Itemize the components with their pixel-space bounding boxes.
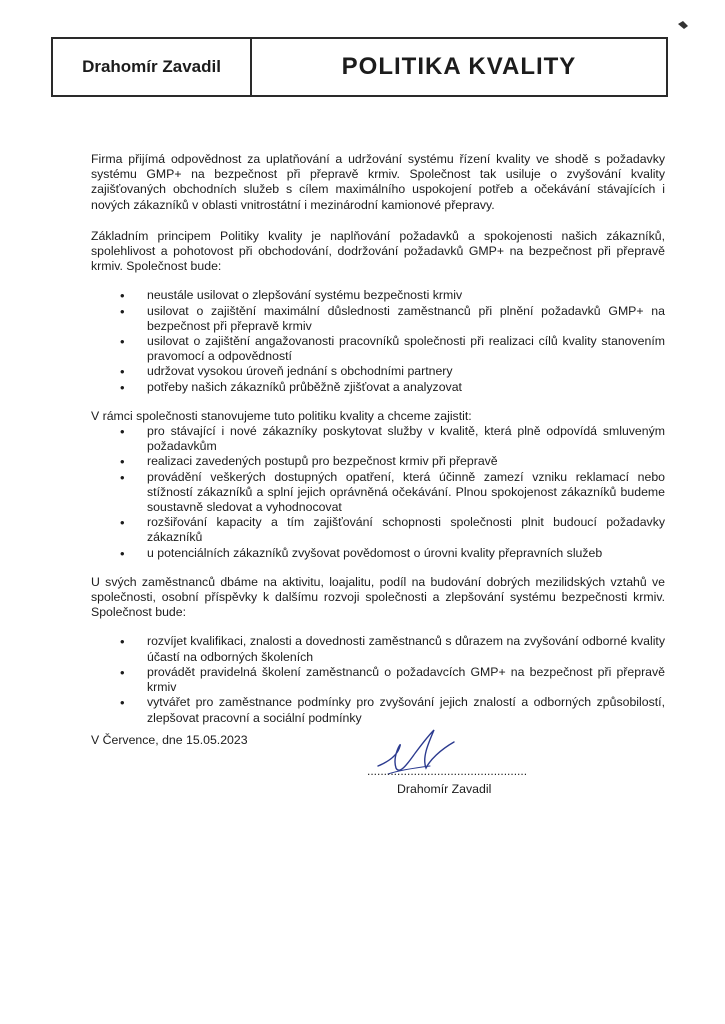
list-item: • neustále usilovat o zlepšování systému bezpečnosti krmiv [147,288,665,303]
list-item: • provádění veškerých dostupných opatření, která účinně zamezí vzniku reklamací nebo stížností zákazníků a splní jejich oprávněná očekávání. Plnou spokojenost zákazníků budeme soustavně sledovat a vyhodnocovat [147,470,665,516]
list-item: • usilovat o zajištění maximální důslednosti zaměstnanců při plnění požadavků GMP+ na bezpečnost při přepravě krmiv [147,304,665,334]
intro-paragraph: Firma přijímá odpovědnost za uplatňování a udržování systému řízení kvality ve shodě s požadavky systému GMP+ na bezpečnost při přepravě krmiv. Společnost tak usiluje o zvyšování kvality zajišťovaných obchodních služeb s cílem maximálního uspokojení potřeb a očekávání stávajících i nových zákazníků v oblasti vnitrostátní i mezinárodní kamionové přepravy. [91,152,665,212]
list-item: • realizaci zavedených postupů pro bezpečnost krmiv při přepravě [147,454,665,469]
commitments-list [91,288,665,394]
signatory-name: Drahomír Zavadil [397,782,492,796]
document-body [91,152,665,726]
list-item: • provádět pravidelná školení zaměstnanců o požadavcích GMP+ na bezpečnost při přepravě krmiv [147,665,665,695]
document-header [51,37,668,97]
scan-mark-icon [676,18,690,32]
list-item: • u potenciálních zákazníků zvyšovat povědomost o úrovni kvality přepravních služeb [147,546,665,561]
date-line: V Července, dne 15.05.2023 [91,733,248,747]
list-item: • usilovat o zajištění angažovanosti pracovníků společnosti při realizaci cílů kvality stanovením pravomocí a odpovědností [147,334,665,364]
principle-paragraph: Základním principem Politiky kvality je naplňování požadavků a spokojenosti našich zákazníků, spolehlivost a pohotovost při obchodování, dodržování požadavků GMP+ na bezpečnost při přepravě krmiv. Společnost bude: [91,228,665,274]
list-item: • pro stávající i nové zákazníky poskytovat služby v kvalitě, která plně odpovídá smluveným požadavkům [147,424,665,454]
signature-line: ................................................ [367,764,528,778]
author-name: Drahomír Zavadil [53,39,252,95]
list-item: • vytvářet pro zaměstnance podmínky pro zvyšování jejich znalostí a odborných způsobilostí, zlepšovat pracovní a sociální podmínky [147,695,665,725]
framework-paragraph: V rámci společnosti stanovujeme tuto politiku kvality a chceme zajistit: [91,408,472,423]
goals-list [91,424,665,561]
list-item: • potřeby našich zákazníků průběžně zjišťovat a analyzovat [147,380,665,395]
list-item: • rozšiřování kapacity a tím zajišťování schopnosti společnosti plnit budoucí požadavky zákazníků [147,515,665,545]
employee-development-list [91,634,665,725]
list-item: • rozvíjet kvalifikaci, znalosti a dovednosti zaměstnanců s důrazem na zvyšování odborné kvality účastí na odborných školeních [147,634,665,664]
list-item: • udržovat vysokou úroveň jednání s obchodními partnery [147,364,665,379]
document-title: POLITIKA KVALITY [341,53,577,80]
employees-paragraph: U svých zaměstnanců dbáme na aktivitu, loajalitu, podíl na budování dobrých mezilidských vztahů ve společnosti, osobní příspěvky k dalšímu rozvoji společnosti a zlepšování systému bezpečnosti krmiv. Společnost bude: [91,574,665,620]
